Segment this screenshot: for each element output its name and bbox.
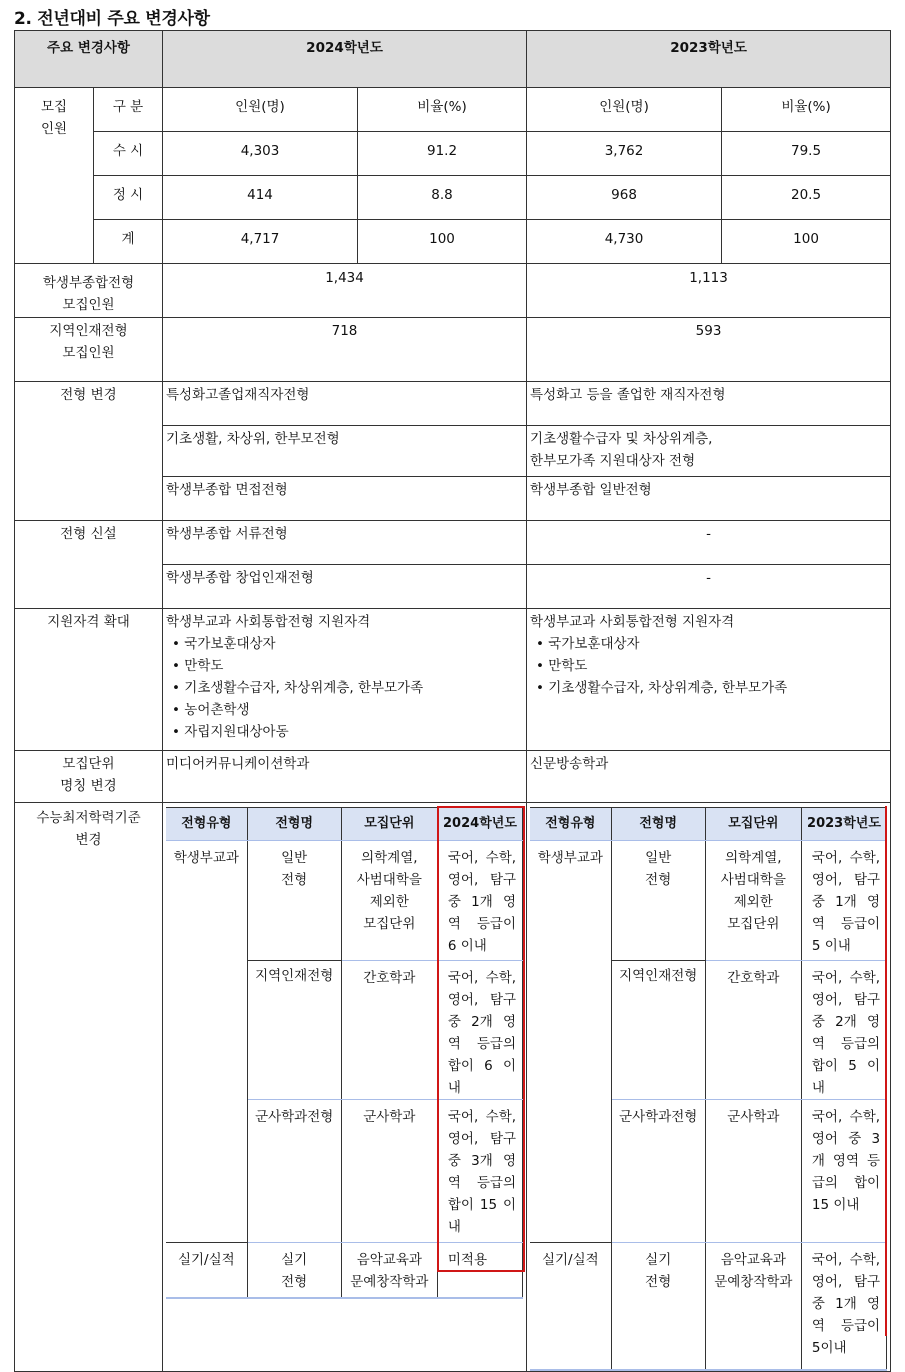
unit-2024: 미디어커뮤니케이션학과 [163, 751, 527, 803]
row-label: 계 [94, 220, 163, 264]
csat-label-line2: 변경 [75, 832, 102, 848]
col-ratio-2024: 비율(%) [358, 88, 527, 132]
csat-2023-header [530, 808, 887, 841]
count-2023: 4,730 [527, 220, 722, 264]
change-2024-1: 특성화고졸업재직자전형 [163, 382, 527, 426]
list-item: • 만학도 [166, 655, 526, 677]
csat-2023-cell [527, 803, 891, 1372]
name-practical-line1: 실기 [645, 1252, 672, 1268]
row-label: 정 시 [94, 176, 163, 220]
expand-2024 [163, 609, 527, 751]
list-item: • 자립지원대상아동 [166, 721, 526, 743]
type-gyogwa: 학생부교과 [530, 841, 611, 1243]
ratio-2024: 100 [358, 220, 527, 264]
unit-music-line2: 문예창작학과 [714, 1274, 793, 1290]
name-general-line2: 전형 [281, 872, 308, 888]
jiyeok-label [15, 318, 163, 382]
recruit-header-row [15, 88, 891, 132]
unit-military: 군사학과 [341, 1100, 437, 1243]
csat-row [15, 803, 891, 1372]
col-name: 전형명 [611, 808, 705, 841]
unit-med [705, 841, 801, 961]
csat-label [15, 803, 163, 1372]
col-type: 전형유형 [530, 808, 611, 841]
expand-label: 지원자격 확대 [15, 609, 163, 751]
unit-music [705, 1243, 801, 1371]
newtype-2023-2: - [527, 565, 891, 609]
header-2024: 2024학년도 [163, 31, 527, 88]
hakjong-2024: 1,434 [163, 264, 527, 318]
jiyeok-row [15, 318, 891, 382]
csat-2024-cell [163, 803, 527, 1372]
header-item: 주요 변경사항 [15, 31, 163, 88]
change-2024-3: 학생부종합 면접전형 [163, 477, 527, 521]
type-gyogwa: 학생부교과 [166, 841, 247, 1243]
unit-row [15, 751, 891, 803]
header-row [15, 31, 891, 88]
unit-nurse: 간호학과 [705, 961, 801, 1100]
header-2023: 2023학년도 [527, 31, 891, 88]
unit-military: 군사학과 [705, 1100, 801, 1243]
col-year-2023: 2023학년도 [801, 808, 886, 841]
change-2023-2-line2: 한부모가족 지원대상자 전형 [530, 453, 696, 469]
csat-2024-table [166, 807, 523, 1299]
newtype-row [15, 521, 891, 565]
unit-med-line4: 모집단위 [727, 916, 780, 932]
col-type: 전형유형 [166, 808, 247, 841]
list-item: • 기초생활수급자, 차상위계층, 한부모가족 [530, 677, 890, 699]
col-count-2024: 인원(명) [163, 88, 358, 132]
count-2024: 4,303 [163, 132, 358, 176]
type-practical: 실기/실적 [166, 1243, 247, 1299]
csat-2024-header [166, 808, 523, 841]
hakjong-label-line2: 모집인원 [62, 297, 115, 313]
list-item: • 만학도 [530, 655, 890, 677]
change-2023-3: 학생부종합 일반전형 [527, 477, 891, 521]
name-practical [247, 1243, 341, 1299]
count-2023: 968 [527, 176, 722, 220]
name-general-line1: 일반 [645, 850, 672, 866]
newtype-2024-2: 학생부종합 창업인재전형 [163, 565, 527, 609]
unit-nurse: 간호학과 [341, 961, 437, 1100]
recruit-label [15, 88, 94, 264]
ratio-2023: 100 [722, 220, 891, 264]
expand-2024-list [166, 633, 526, 743]
unit-label-line1: 모집단위 [62, 756, 115, 772]
name-regional: 지역인재전형 [611, 961, 705, 1100]
table-row [530, 841, 887, 961]
type-practical: 실기/실적 [530, 1243, 611, 1371]
rule-2023-nurse: 국어, 수학, 영어, 탐구 중 2개 영역 등급의 합이 5 이내 [801, 961, 886, 1100]
change-2023-2 [527, 426, 891, 477]
unit-med [341, 841, 437, 961]
row-label: 수 시 [94, 132, 163, 176]
name-military: 군사학과전형 [247, 1100, 341, 1243]
expand-2023 [527, 609, 891, 751]
unit-med-line2: 사범대학을 [720, 872, 786, 888]
table-row [15, 220, 891, 264]
col-unit: 모집단위 [341, 808, 437, 841]
col-count-2023: 인원(명) [527, 88, 722, 132]
name-general-line2: 전형 [645, 872, 672, 888]
changes-table [14, 30, 891, 1372]
recruit-label-line1: 모집 [40, 99, 68, 115]
unit-2023: 신문방송학과 [527, 751, 891, 803]
table-row [166, 1243, 523, 1299]
change-2023-2-line1: 기초생활수급자 및 차상위계층, [530, 431, 713, 447]
rule-2024-military: 국어, 수학, 영어, 탐구 중 3개 영역 등급의 합이 15 이내 [437, 1100, 522, 1243]
expand-2024-title: 학생부교과 사회통합전형 지원자격 [166, 614, 371, 630]
unit-med-line3: 제외한 [733, 894, 773, 910]
unit-music-line2: 문예창작학과 [350, 1274, 429, 1290]
expand-2023-title: 학생부교과 사회통합전형 지원자격 [530, 614, 735, 630]
hakjong-2023: 1,113 [527, 264, 891, 318]
newtype-2024-1: 학생부종합 서류전형 [163, 521, 527, 565]
name-practical [611, 1243, 705, 1371]
jiyeok-2024: 718 [163, 318, 527, 382]
name-general [611, 841, 705, 961]
rule-2024-med: 국어, 수학, 영어, 탐구 중 1개 영역 등급이 6 이내 [437, 841, 522, 961]
hakjong-label [15, 264, 163, 318]
section-heading: 2. 전년대비 주요 변경사항 [14, 9, 210, 29]
unit-label [15, 751, 163, 803]
list-item: • 농어촌학생 [166, 699, 526, 721]
unit-med-line4: 모집단위 [363, 916, 416, 932]
unit-music-line1: 음악교육과 [356, 1252, 422, 1268]
newtype-label: 전형 신설 [15, 521, 163, 609]
recruit-label-line2: 인원 [40, 121, 68, 137]
expand-row [15, 609, 891, 751]
ratio-2023: 79.5 [722, 132, 891, 176]
col-ratio-2023: 비율(%) [722, 88, 891, 132]
jiyeok-2023: 593 [527, 318, 891, 382]
ratio-2024: 8.8 [358, 176, 527, 220]
change-2024-2: 기초생활, 차상위, 한부모전형 [163, 426, 527, 477]
count-2024: 4,717 [163, 220, 358, 264]
rule-2023-music: 국어, 수학, 영어, 탐구 중 1개 영역 등급이 5이내 [801, 1243, 886, 1371]
change-row [15, 382, 891, 426]
hakjong-label-line1: 학생부종합전형 [42, 275, 135, 291]
count-2024: 414 [163, 176, 358, 220]
rule-2024-music: 미적용 [437, 1243, 522, 1299]
name-regional: 지역인재전형 [247, 961, 341, 1100]
list-item: • 국가보훈대상자 [166, 633, 526, 655]
newtype-2023-1: - [527, 521, 891, 565]
col-gubun: 구 분 [94, 88, 163, 132]
jiyeok-label-line1: 지역인재전형 [49, 323, 128, 339]
unit-med-line1: 의학계열, [725, 850, 782, 866]
name-practical-line2: 전형 [281, 1274, 308, 1290]
unit-med-line1: 의학계열, [361, 850, 418, 866]
csat-label-line1: 수능최저학력기준 [36, 810, 141, 826]
hakjong-row [15, 264, 891, 318]
name-practical-line2: 전형 [645, 1274, 672, 1290]
name-general [247, 841, 341, 961]
col-name: 전형명 [247, 808, 341, 841]
table-row [15, 176, 891, 220]
list-item: • 기초생활수급자, 차상위계층, 한부모가족 [166, 677, 526, 699]
name-military: 군사학과전형 [611, 1100, 705, 1243]
name-practical-line1: 실기 [281, 1252, 308, 1268]
rule-2024-nurse: 국어, 수학, 영어, 탐구 중 2개 영역 등급의 합이 6 이내 [437, 961, 522, 1100]
change-2023-1: 특성화고 등을 졸업한 재직자전형 [527, 382, 891, 426]
unit-music-line1: 음악교육과 [720, 1252, 786, 1268]
col-unit: 모집단위 [705, 808, 801, 841]
table-row [530, 1243, 887, 1371]
csat-2023-table [530, 807, 887, 1371]
change-label: 전형 변경 [15, 382, 163, 521]
col-year-2024: 2024학년도 [437, 808, 522, 841]
name-general-line1: 일반 [281, 850, 308, 866]
expand-2023-list [530, 633, 890, 699]
rule-2023-military: 국어, 수학, 영어 중 3개 영역 등급의 합이 15 이내 [801, 1100, 886, 1243]
rule-2023-med: 국어, 수학, 영어, 탐구 중 1개 영역 등급이 5 이내 [801, 841, 886, 961]
table-row [15, 132, 891, 176]
unit-med-line3: 제외한 [369, 894, 409, 910]
jiyeok-label-line2: 모집인원 [62, 345, 115, 361]
ratio-2024: 91.2 [358, 132, 527, 176]
table-row [166, 841, 523, 961]
unit-med-line2: 사범대학을 [356, 872, 422, 888]
list-item: • 국가보훈대상자 [530, 633, 890, 655]
ratio-2023: 20.5 [722, 176, 891, 220]
count-2023: 3,762 [527, 132, 722, 176]
unit-music [341, 1243, 437, 1299]
unit-label-line2: 명칭 변경 [60, 778, 117, 794]
